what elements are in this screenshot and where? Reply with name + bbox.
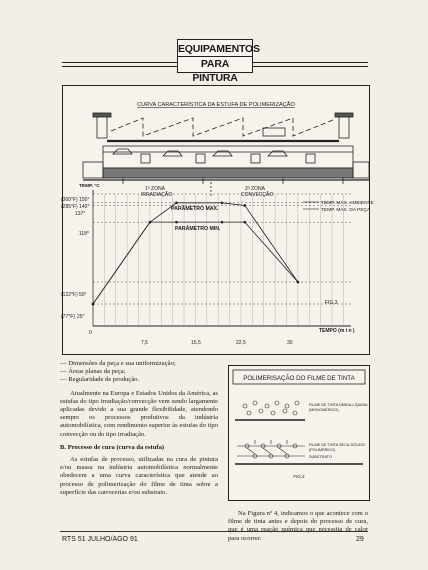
- left-column: [60, 360, 218, 501]
- data-point: [149, 221, 152, 224]
- paragraph-2: As estufas de processo, utilizadas na cura de pintura e/ou massa na indústria automobilística normalmente obedecem a uma curva característica que atende ao processo de polimerização do filme de tinta sobre a superfície das carrocerias e/ou substrato.: [60, 456, 218, 496]
- paragraph-3: Na Figura nº 4, indicamos o que acontece com o filme de tinta antes e depois do processo de cura, que é uma reação química que necessita de calor para ocorrer.: [228, 510, 368, 542]
- x-tick-30: 30: [287, 340, 293, 346]
- y-tick-150: (300°F) 150°: [61, 197, 90, 203]
- header-line2: PARA PINTURA: [178, 56, 252, 85]
- figure-3-label: FIG.3: [325, 300, 338, 306]
- header-rule-left: [62, 62, 177, 67]
- y-tick-140: (285°F) 140°: [61, 204, 90, 210]
- y-tick-137: 137°: [75, 211, 86, 217]
- x-tick-15-5: 15,5: [191, 340, 201, 346]
- y-tick-50: 50°: [79, 292, 87, 298]
- figure-3-svg: [61, 86, 374, 354]
- bullet-item: — Regularidade de produção.: [60, 376, 140, 384]
- substrate-label: SUBSTRATO: [309, 455, 332, 459]
- figure-3: [61, 85, 374, 355]
- liquid-label-1: FILME DE TINTA ÚMIDA-LÍQUIDA: [309, 403, 368, 407]
- data-point: [175, 202, 178, 205]
- figure-4-title: POLIMERISAÇÃO DO FILME DE TINTA: [243, 375, 355, 382]
- chart-grid: [93, 194, 351, 326]
- x-tick-22-5: 22,5: [236, 340, 246, 346]
- liquid-label-2: (MONOMÉRICO): [309, 408, 339, 412]
- y-tick-118: 118°: [79, 231, 89, 237]
- axis-x-label: TEMPO (m i n ): [319, 328, 355, 334]
- monomer-molecules: [243, 401, 299, 415]
- footer-publication: RTS 51 JULHO/AGO 91: [62, 536, 138, 543]
- zone1-label-2: IRRADIAÇÃO: [141, 192, 173, 198]
- right-column: [228, 510, 368, 547]
- legend-part: TEMP. MAX. DA PEÇA: [321, 208, 371, 213]
- page-number: 29: [356, 536, 364, 543]
- figure-4-svg: [229, 366, 369, 500]
- footer-rule: [60, 531, 368, 532]
- param-max-label: PARÂMETRO MAX.: [171, 206, 219, 212]
- y-tick-122f: (122°F): [61, 292, 78, 298]
- figure-3-title: CURVA CARACTERÍSTICA DA ESTUFA DE POLIMERIZAÇÃO: [137, 102, 295, 108]
- bullet-list: [60, 360, 218, 385]
- figure-4-label: FIG.4: [293, 474, 305, 479]
- axis-y-label: TEMP. °C: [79, 184, 100, 189]
- data-point: [221, 221, 224, 224]
- zone1-label-1: 1ª ZONA: [145, 186, 165, 192]
- section-header: [177, 39, 260, 84]
- header-rule-right: [252, 62, 368, 67]
- y-tick-0: 0: [89, 330, 92, 336]
- polymer-molecules: [237, 440, 305, 458]
- data-point: [243, 204, 246, 207]
- data-point: [243, 221, 246, 224]
- bullet-item: — Áreas planas da peça;: [60, 368, 126, 376]
- oven-illustration: [83, 113, 369, 198]
- data-point: [175, 221, 178, 224]
- zone2-label-1: 2ª ZONA: [245, 186, 265, 192]
- x-tick-7-5: 7,5: [141, 340, 148, 346]
- bullet-item: — Dimensões da peça e sua uniformização;: [60, 360, 176, 367]
- paragraph-1: Atualmente na Europa e Estados Unidos da América, as estufas do tipo irradiação/convecção vem sendo largamente aplicadas devido a sua grande flexibilidade, atendendo sempre os processos produtivos da indústria automobilística, com rendimento superior às estufas do tipo convecção ou do tipo irradiação.: [60, 389, 218, 438]
- zone2-label-2: CONVECÇÃO: [241, 192, 274, 198]
- header-line1: EQUIPAMENTOS: [178, 43, 260, 55]
- data-point: [92, 303, 95, 306]
- solid-label-1: FILME DE TINTA SECA-SÓLIDO: [309, 443, 365, 447]
- legend-ambient: TEMP. MAX. AMBIENTE: [321, 201, 374, 206]
- y-tick-25: 25°: [77, 314, 85, 320]
- solid-label-2: (POLIMÉRICO): [309, 448, 336, 452]
- section-b-heading: B. Processo de cura (curva da estufa): [60, 443, 165, 451]
- data-point: [221, 202, 224, 205]
- chart-axes: [93, 190, 351, 326]
- figure-4: [228, 365, 370, 501]
- param-min-label: PARÂMETRO MIN.: [175, 226, 221, 232]
- data-point: [297, 281, 300, 284]
- y-tick-77f: (77°F): [61, 314, 75, 320]
